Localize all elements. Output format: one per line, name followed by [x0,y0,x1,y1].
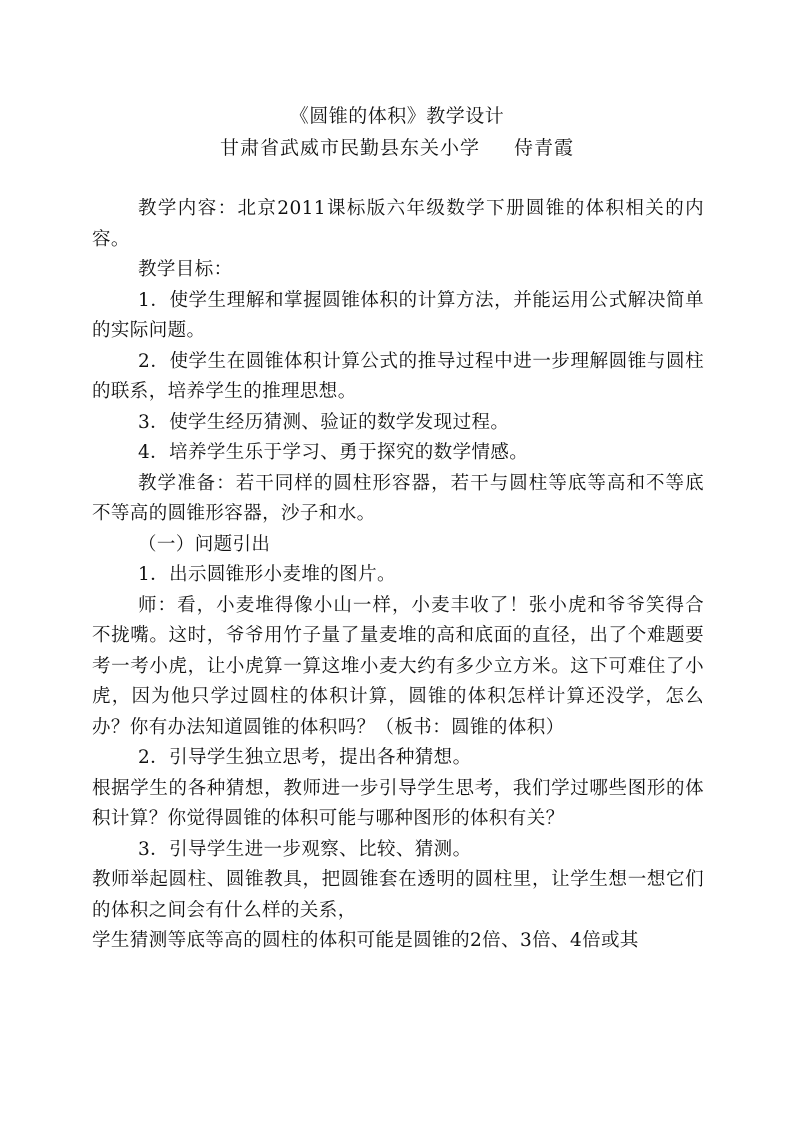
section-heading-intro: （一）问题引出 [138,533,271,555]
paragraph-objective-4: 4．培养学生乐于学习、勇于探究的数学情感。 [138,442,529,463]
paragraph-teaching-content: 教学内容：北京2011课标版六年级数学下册圆锥的体积相关的内容。 [92,198,704,250]
paragraph-objective-1: 1．使学生理解和掌握圆锥体积的计算方法，并能运用公式解决简单的实际问题。 [92,289,704,341]
paragraph-preparation: 教学准备：若干同样的圆柱形容器，若干与圆柱等底等高和不等底不等高的圆锥形容器，沙子和水。 [92,472,704,524]
document-byline [0,133,794,160]
paragraph-objective-3: 3．使学生经历猜测、验证的数学发现过程。 [138,411,510,433]
paragraph-objective-2: 2．使学生在圆锥体积计算公式的推导过程中进一步理解圆锥与圆柱的联系，培养学生的推理思想。 [92,350,704,402]
paragraph-step-2: 2．引导学生独立思考，提出各种猜想。 [138,747,472,768]
author-name: 侍青霞 [514,137,575,159]
paragraph-teacher-dialogue: 师：看，小麦堆得像小山一样，小麦丰收了！张小虎和爷爷笑得合不拢嘴。这时，爷爷用竹子量了量麦堆的高和底面的直径，出了个难题要考一考小虎，让小虎算一算这堆小麦大约有多少立方米。这下可难住了小虎，因为他只学过圆柱的体积计算，圆锥的体积怎样计算还没学，怎么办？你有办法知道圆锥的体积吗？（板书：圆锥的体积） [92,594,704,738]
paragraph-objectives-heading: 教学目标： [138,259,233,280]
paragraph-step-1: 1．出示圆锥形小麦堆的图片。 [138,564,396,585]
paragraph-demonstration: 教师举起圆柱、圆锥教具，把圆锥套在透明的圆柱里，让学生想一想它们的体积之间会有什么样的关系， [92,869,704,921]
paragraph-guided-thinking: 根据学生的各种猜想，教师进一步引导学生思考，我们学过哪些图形的体积计算？你觉得圆锥的体积可能与哪种图形的体积有关？ [92,777,704,829]
school-name: 甘肃省武威市民勤县东关小学 [219,137,480,159]
paragraph-student-guess: 学生猜测等底等高的圆柱的体积可能是圆锥的2倍、3倍、4倍或其 [92,930,639,951]
document-title: 《圆锥的体积》教学设计 [289,105,505,127]
paragraph-step-3: 3．引导学生进一步观察、比较、猜测。 [138,838,472,860]
document-body [92,194,704,957]
